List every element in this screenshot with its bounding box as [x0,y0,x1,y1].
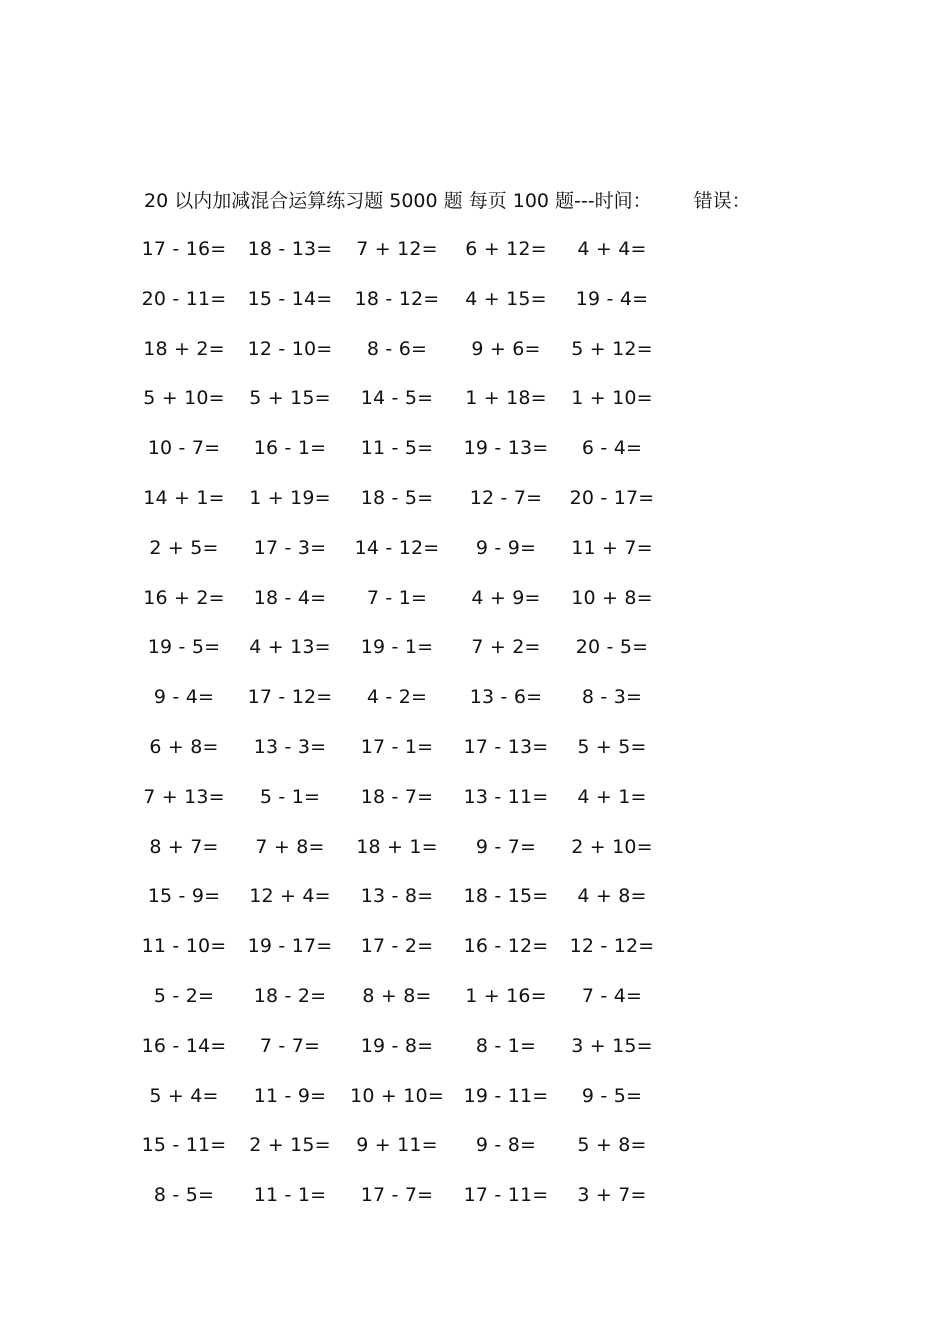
problem-cell: 4 + 9= [471,586,541,609]
problem-row [0,383,950,433]
problem-row [0,334,950,384]
problem-cell: 18 - 2= [253,984,327,1007]
problem-cell: 15 - 14= [247,287,333,310]
problem-cell: 7 + 2= [471,636,541,659]
problem-cell: 17 - 11= [463,1184,549,1207]
problem-cell: 9 + 6= [471,337,541,360]
problem-cell: 5 + 12= [571,337,653,360]
problem-cell: 4 + 15= [465,287,547,310]
problem-cell: 4 + 4= [577,238,647,260]
problem-cell: 7 - 7= [259,1034,321,1057]
problem-cell: 10 + 10= [350,1084,444,1107]
problem-grid [0,234,950,1230]
problem-row [0,782,950,832]
problem-cell: 8 - 6= [366,337,428,360]
problem-cell: 12 - 10= [247,337,333,360]
problem-cell: 15 - 11= [141,1134,227,1157]
problem-cell: 2 + 10= [571,835,653,858]
problem-cell: 5 + 10= [143,387,225,410]
problem-cell: 1 + 10= [571,387,653,410]
problem-row [0,832,950,882]
problem-cell: 5 + 5= [577,735,647,758]
problem-cell: 19 - 8= [360,1034,434,1057]
problem-cell: 11 - 10= [141,935,227,958]
problem-cell: 7 + 8= [255,835,325,858]
problem-cell: 1 + 18= [465,387,547,410]
problem-row [0,284,950,334]
problem-cell: 11 - 9= [253,1084,327,1107]
problem-cell: 17 - 16= [141,238,227,260]
problem-cell: 20 - 11= [141,287,227,310]
problem-cell: 18 - 15= [463,885,549,908]
problem-cell: 6 + 8= [149,735,219,758]
problem-cell: 14 - 12= [354,536,440,559]
problem-row [0,732,950,782]
problem-cell: 16 + 2= [143,586,225,609]
problem-cell: 17 - 2= [360,935,434,958]
problem-cell: 3 + 15= [571,1034,653,1057]
problem-cell: 11 - 5= [360,437,434,460]
problem-cell: 18 - 13= [247,238,333,260]
problem-row [0,1180,950,1230]
problem-cell: 9 - 5= [581,1084,643,1107]
problem-cell: 18 - 5= [360,486,434,509]
problem-cell: 7 - 4= [581,984,643,1007]
problem-cell: 14 - 5= [360,387,434,410]
problem-cell: 8 - 5= [153,1184,215,1207]
problem-row [0,1081,950,1131]
problem-cell: 20 - 17= [569,486,655,509]
problem-cell: 6 - 4= [581,437,643,460]
problem-row [0,1031,950,1081]
problem-cell: 2 + 15= [249,1134,331,1157]
problem-cell: 18 - 7= [360,785,434,808]
problem-cell: 5 + 8= [577,1134,647,1157]
worksheet-header [144,186,751,216]
problem-cell: 4 + 13= [249,636,331,659]
problem-cell: 19 - 13= [463,437,549,460]
problem-row [0,1130,950,1180]
problem-cell: 5 + 15= [249,387,331,410]
problem-cell: 13 - 6= [469,686,543,709]
problem-cell: 12 - 7= [469,486,543,509]
worksheet-title: 20 以内加减混合运算练习题 5000 题 每页 100 题---时间： [144,190,652,212]
problem-cell: 8 + 7= [149,835,219,858]
problem-row [0,433,950,483]
problem-cell: 18 + 1= [356,835,438,858]
problem-cell: 7 + 12= [356,238,438,260]
problem-cell: 18 - 4= [253,586,327,609]
problem-cell: 8 - 3= [581,686,643,709]
problem-cell: 11 + 7= [571,536,653,559]
problem-row [0,583,950,633]
problem-row [0,632,950,682]
problem-cell: 18 - 12= [354,287,440,310]
problem-cell: 6 + 12= [465,238,547,260]
problem-row [0,533,950,583]
problem-cell: 5 - 1= [259,785,321,808]
problem-cell: 19 - 5= [147,636,221,659]
problem-cell: 9 - 9= [475,536,537,559]
problem-cell: 3 + 7= [577,1184,647,1207]
problem-cell: 20 - 5= [575,636,649,659]
problem-cell: 17 - 1= [360,735,434,758]
problem-cell: 15 - 9= [147,885,221,908]
problem-cell: 16 - 1= [253,437,327,460]
problem-cell: 4 + 1= [577,785,647,808]
problem-row [0,682,950,732]
problem-cell: 11 - 1= [253,1184,327,1207]
problem-cell: 9 - 4= [153,686,215,709]
problem-cell: 13 - 3= [253,735,327,758]
errors-label: 错误： [693,190,751,212]
problem-cell: 1 + 16= [465,984,547,1007]
problem-cell: 10 + 8= [571,586,653,609]
problem-cell: 7 + 13= [143,785,225,808]
problem-cell: 14 + 1= [143,486,225,509]
problem-cell: 2 + 5= [149,536,219,559]
problem-row [0,881,950,931]
problem-row [0,931,950,981]
problem-cell: 7 - 1= [366,586,428,609]
problem-cell: 19 - 1= [360,636,434,659]
problem-cell: 17 - 13= [463,735,549,758]
problem-cell: 17 - 3= [253,536,327,559]
problem-cell: 10 - 7= [147,437,221,460]
problem-cell: 16 - 14= [141,1034,227,1057]
problem-cell: 8 + 8= [362,984,432,1007]
problem-cell: 17 - 12= [247,686,333,709]
problem-cell: 5 - 2= [153,984,215,1007]
problem-cell: 4 - 2= [366,686,428,709]
problem-row [0,234,950,284]
problem-cell: 19 - 17= [247,935,333,958]
problem-cell: 12 - 12= [569,935,655,958]
problem-row [0,483,950,533]
problem-cell: 18 + 2= [143,337,225,360]
problem-cell: 17 - 7= [360,1184,434,1207]
problem-cell: 4 + 8= [577,885,647,908]
problem-cell: 12 + 4= [249,885,331,908]
problem-cell: 9 + 11= [356,1134,438,1157]
problem-cell: 8 - 1= [475,1034,537,1057]
problem-cell: 9 - 8= [475,1134,537,1157]
problem-cell: 9 - 7= [475,835,537,858]
problem-cell: 13 - 8= [360,885,434,908]
problem-cell: 13 - 11= [463,785,549,808]
problem-cell: 19 - 4= [575,287,649,310]
problem-row [0,981,950,1031]
problem-cell: 5 + 4= [149,1084,219,1107]
problem-cell: 16 - 12= [463,935,549,958]
problem-cell: 19 - 11= [463,1084,549,1107]
problem-cell: 1 + 19= [249,486,331,509]
